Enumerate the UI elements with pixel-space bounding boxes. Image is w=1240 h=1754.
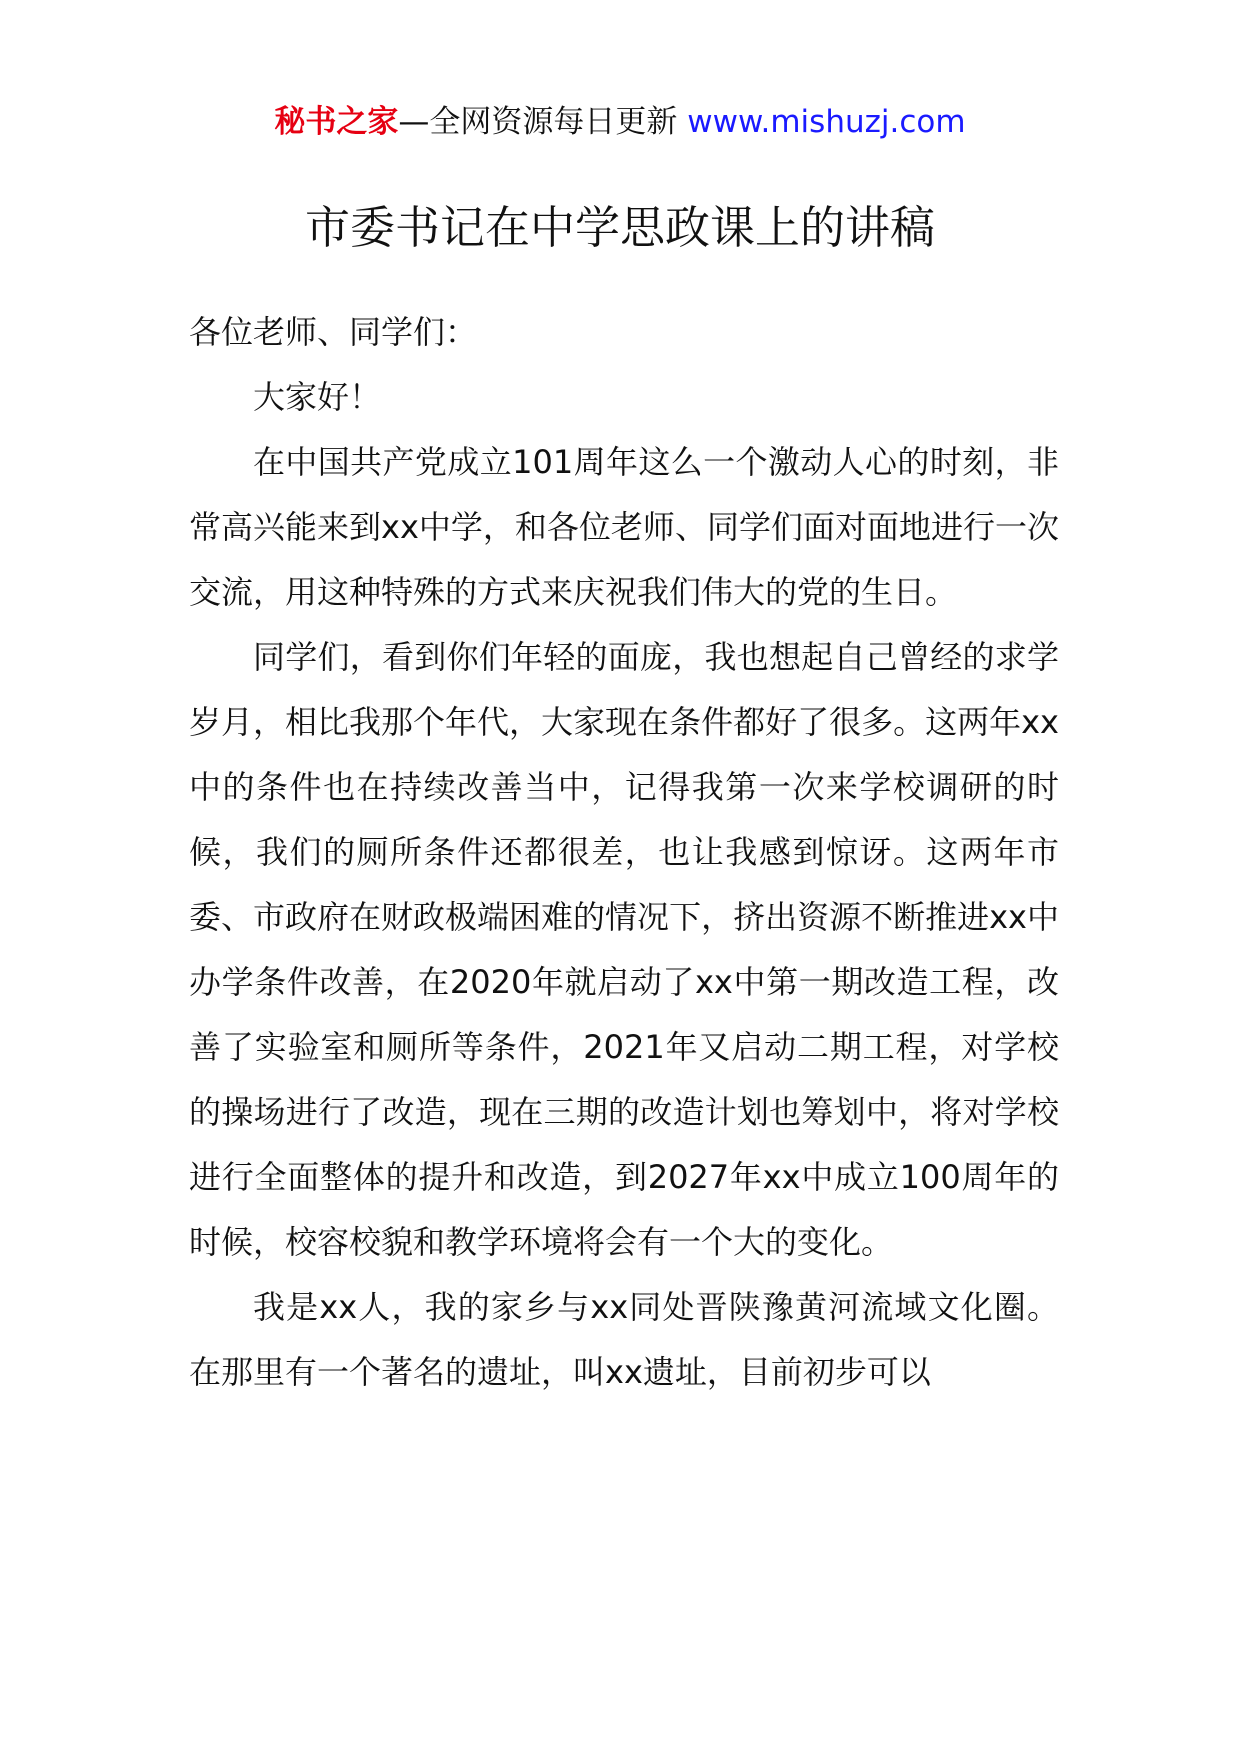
body-paragraph-3: 我是xx人，我的家乡与xx同处晋陕豫黄河流域文化圈。在那里有一个著名的遗址，叫xx遗址，目前初步可以 <box>189 1288 1059 1391</box>
salutation: 各位老师、同学们： <box>189 313 478 351</box>
body-paragraph-1: 在中国共产党成立101周年这么一个激动人心的时刻，非常高兴能来到xx中学，和各位老师、同学们面对面地进行一次交流，用这种特殊的方式来庆祝我们伟大的党的生日。 <box>189 443 1059 611</box>
site-tagline: —全网资源每日更新 <box>398 104 678 140</box>
site-url-link[interactable]: www.mishuzj.com <box>687 104 966 140</box>
body-paragraph-2: 同学们，看到你们年轻的面庞，我也想起自己曾经的求学岁月，相比我那个年代，大家现在条件都好了很多。这两年xx中的条件也在持续改善当中，记得我第一次来学校调研的时候，我们的厕所条件还都很差，也让我感到惊讶。这两年市委、市政府在财政极端困难的情况下，挤出资源不断推进xx中办学条件改善，在2020年就启动了xx中第一期改造工程，改善了实验室和厕所等条件，2021年又启动二期工程，对学校的操场进行了改造，现在三期的改造计划也筹划中，将对学校进行全面整体的提升和改造，到2027年xx中成立100周年的时候，校容校貌和教学环境将会有一个大的变化。 <box>189 638 1059 1261</box>
document-body <box>189 300 1059 1405</box>
site-brand: 秘书之家 <box>274 104 399 140</box>
site-header <box>0 100 1240 144</box>
greeting: 大家好！ <box>253 378 382 416</box>
document-title: 市委书记在中学思政课上的讲稿 <box>304 201 935 254</box>
